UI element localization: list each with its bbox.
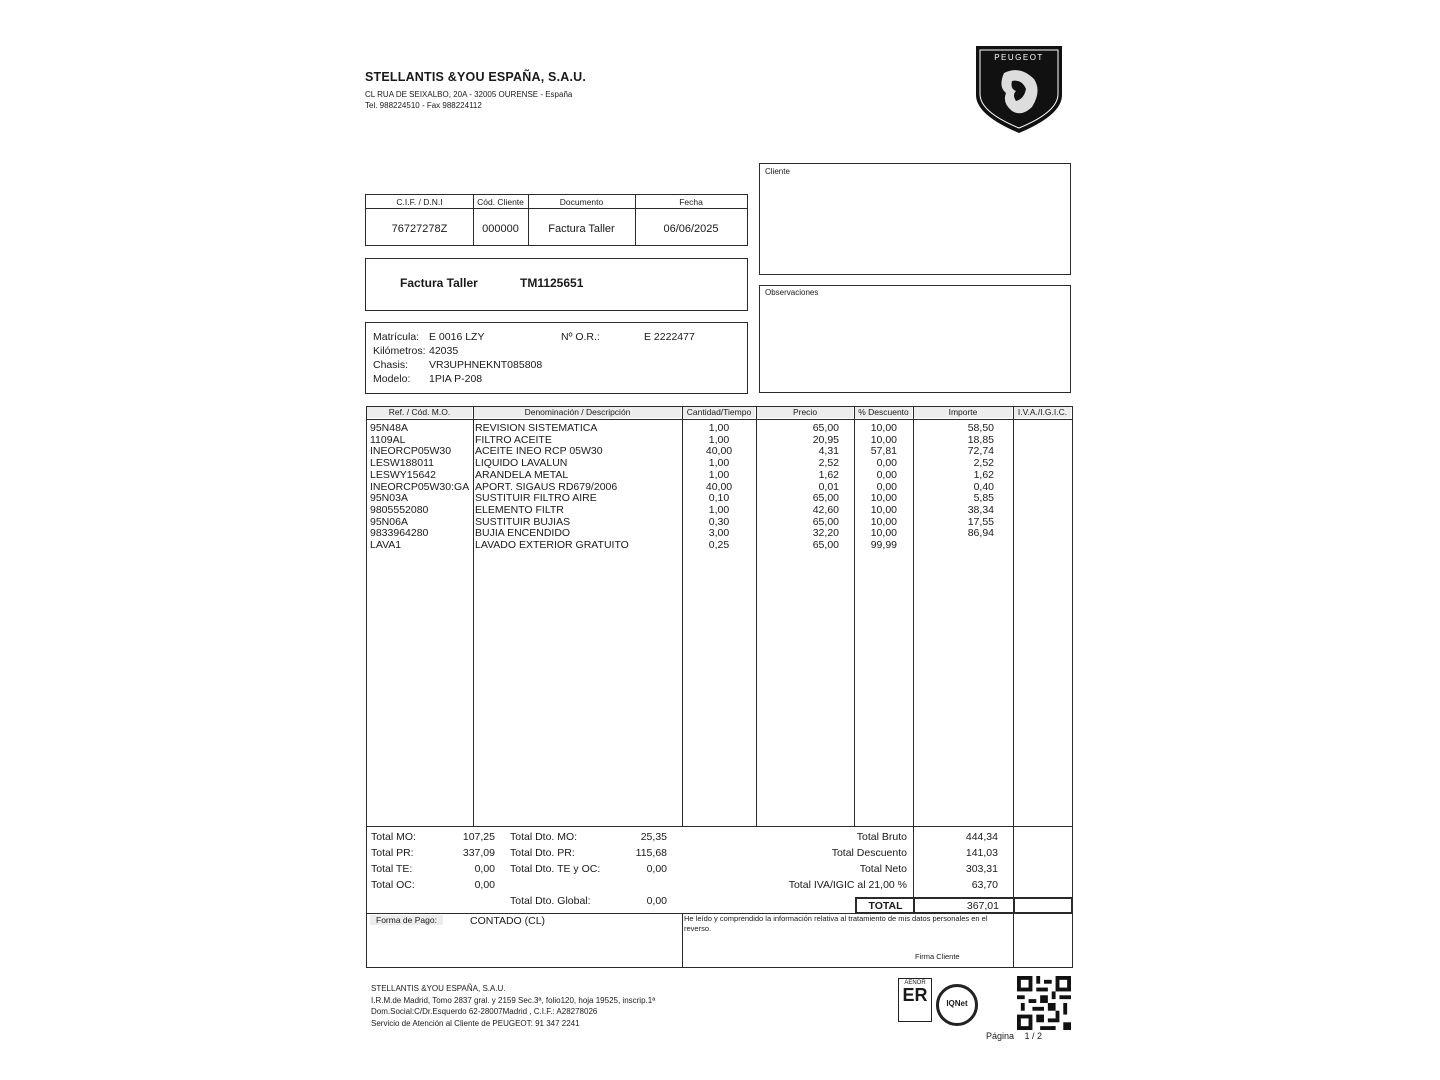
qty-column — [683, 423, 755, 552]
header-info-table — [365, 194, 748, 246]
qr-code — [1016, 976, 1072, 1030]
table-row-ref: 95N06A — [370, 515, 408, 528]
table-row-amount: 86,94 — [967, 527, 994, 540]
footer-line-4: Servicio de Atención al Cliente de PEUGEOT: 91 347 2241 — [371, 1018, 580, 1028]
footer-legal — [371, 983, 655, 1029]
company-name: STELLANTIS &YOU ESPAÑA, S.A.U. — [365, 70, 587, 84]
cod-cliente-header: Cód. Cliente — [477, 197, 524, 207]
invoice-title-box — [365, 258, 748, 311]
company-address: CL RUA DE SEIXALBO, 20A - 32005 OURENSE - España — [365, 90, 573, 99]
ref-header: Ref. / Cód. M.O. — [367, 407, 472, 418]
table-row-ref: LESW188011 — [370, 457, 435, 470]
table-row-disc: 0,00 — [876, 480, 897, 493]
total-dto-mo-value: 25,35 — [640, 831, 667, 843]
payment-label: Forma de Pago: — [370, 915, 443, 925]
aenor-er-logo — [898, 978, 932, 1022]
cod-cliente-value: 000000 — [482, 223, 519, 235]
table-row-qty: 0,25 — [708, 539, 730, 552]
table-row-ref: INEORCP05W30:GA — [370, 480, 470, 493]
total-te-value: 0,00 — [474, 863, 495, 875]
table-row-desc: APORT. SIGAUS RD679/2006 — [475, 480, 618, 493]
table-row-qty: 1,00 — [708, 503, 730, 516]
km-value: 42035 — [429, 345, 459, 357]
table-row-disc: 0,00 — [876, 468, 897, 481]
table-row-disc: 10,00 — [870, 433, 897, 446]
table-row-desc: REVISION SISTEMATICA — [475, 422, 598, 434]
table-row-ref: 1109AL — [370, 433, 406, 446]
total-bruto-label: Total Bruto — [856, 831, 907, 843]
table-row-amount: 38,34 — [967, 503, 994, 516]
total-dto-global-value: 0,00 — [646, 895, 667, 907]
or-label: Nº O.R.: — [561, 331, 600, 343]
fecha-header: Fecha — [679, 197, 703, 207]
invoice-type: Factura Taller — [400, 276, 478, 290]
observaciones-box — [759, 285, 1071, 393]
total-mo-label: Total MO: — [371, 831, 416, 843]
chasis-value: VR3UPHNEKNT085808 — [429, 359, 543, 371]
table-row-price: 20,95 — [812, 433, 839, 446]
table-row-amount: 5,85 — [973, 492, 994, 505]
table-row-desc: SUSTITUIR FILTRO AIRE — [475, 492, 597, 505]
table-row-ref: 95N48A — [370, 422, 408, 434]
table-row-disc: 10,00 — [870, 492, 897, 505]
table-row-amount: 1,62 — [973, 468, 994, 481]
table-row-desc: LIQUIDO LAVALUN — [475, 457, 568, 470]
table-row-price: 32,20 — [812, 527, 839, 540]
total-bruto-value: 444,34 — [965, 831, 998, 843]
peugeot-logo — [972, 43, 1066, 135]
table-row-ref: LAVA1 — [370, 539, 402, 552]
table-row-amount: 72,74 — [967, 445, 994, 458]
iqnet-logo — [936, 984, 978, 1026]
ref-column — [370, 423, 473, 552]
table-row-desc: SUSTITUIR BUJIAS — [475, 515, 571, 528]
total-mo-value: 107,25 — [462, 831, 495, 843]
grand-total-label: TOTAL — [868, 900, 903, 912]
vehicle-info — [373, 330, 743, 386]
total-dto-global-label: Total Dto. Global: — [510, 895, 591, 907]
table-row-ref: 95N03A — [370, 492, 408, 505]
table-row-desc: ELEMENTO FILTR — [475, 503, 564, 516]
fecha-value: 06/06/2025 — [663, 223, 719, 235]
table-row-qty: 0,10 — [708, 492, 730, 505]
total-dto-te-label: Total Dto. TE y OC: — [510, 863, 601, 875]
table-row-price: 65,00 — [812, 539, 839, 552]
cliente-label: Cliente — [765, 167, 790, 176]
firma-cliente-label: Firma Cliente — [915, 952, 960, 961]
price-column — [757, 423, 839, 552]
aenor-text: AENOR — [904, 980, 926, 986]
total-te-label: Total TE: — [371, 863, 413, 875]
price-header: Precio — [757, 407, 853, 418]
logo-text: PEUGEOT — [994, 53, 1044, 62]
table-row-disc: 10,00 — [870, 527, 897, 540]
amount-header: Importe — [914, 407, 1012, 418]
grand-total-value: 367,01 — [966, 900, 999, 912]
table-row-qty: 3,00 — [708, 527, 730, 540]
footer-line-3: Dom.Social:C/Dr.Esquerdo 62-28007Madrid , C.I.F.: A28278026 — [371, 1007, 598, 1016]
disc-column — [855, 423, 897, 552]
disc-header: % Descuento — [855, 407, 912, 418]
table-row-disc: 10,00 — [870, 503, 897, 516]
table-row-qty: 1,00 — [708, 422, 730, 434]
table-row-ref: LESWY15642 — [370, 468, 436, 481]
chasis-label: Chasis: — [373, 359, 409, 371]
table-row-ref: 9805552080 — [370, 503, 429, 516]
table-row-desc: FILTRO ACEITE — [475, 433, 552, 446]
invoice-number: TM1125651 — [520, 276, 584, 290]
cliente-box — [759, 163, 1071, 275]
total-dto-pr-value: 115,68 — [635, 847, 667, 859]
table-row-desc: ARANDELA METAL — [475, 468, 569, 481]
payment-value: CONTADO (CL) — [470, 915, 546, 927]
table-row-amount: 17,55 — [967, 515, 994, 528]
modelo-value: 1PIA P-208 — [429, 373, 483, 385]
table-row-ref: 9833964280 — [370, 527, 429, 540]
total-pr-label: Total PR: — [371, 847, 414, 859]
cif-header: C.I.F. / D.N.I — [396, 197, 443, 207]
table-row-price: 65,00 — [812, 422, 839, 434]
total-neto-value: 303,31 — [965, 863, 998, 875]
desc-header: Denominación / Descripción — [474, 407, 681, 418]
table-row-disc: 57,81 — [870, 445, 897, 458]
total-iva-value: 63,70 — [971, 879, 998, 891]
table-row-qty: 40,00 — [705, 445, 733, 458]
grand-total-box — [855, 897, 1073, 914]
table-row-qty: 1,00 — [708, 433, 730, 446]
table-row-amount: 2,52 — [973, 457, 994, 470]
table-row-qty: 0,30 — [708, 515, 730, 528]
total-oc-value: 0,00 — [474, 879, 495, 891]
table-row-qty: 1,00 — [708, 457, 730, 470]
iva-header: I.V.A./I.G.I.C. — [1014, 407, 1071, 418]
table-row-desc: BUJIA ENCENDIDO — [475, 527, 571, 540]
company-address-block — [365, 89, 572, 111]
table-row-desc: ACEITE INEO RCP 05W30 — [475, 445, 603, 458]
table-row-disc: 10,00 — [870, 422, 897, 434]
documento-header: Documento — [559, 197, 604, 207]
table-row-price: 65,00 — [812, 515, 839, 528]
table-row-amount: 18,85 — [967, 433, 994, 446]
total-iva-label: Total IVA/IGIC al 21,00 % — [788, 879, 907, 891]
table-row-disc: 0,00 — [876, 457, 897, 470]
amount-column — [914, 423, 994, 540]
table-row-price: 65,00 — [812, 492, 839, 505]
observaciones-label: Observaciones — [765, 288, 819, 297]
or-value: E 2222477 — [644, 331, 695, 343]
total-neto-label: Total Neto — [859, 863, 907, 875]
total-dto-te-value: 0,00 — [646, 863, 667, 875]
footer-line-1: STELLANTIS &YOU ESPAÑA, S.A.U. — [371, 984, 506, 993]
company-phone: Tel. 988224510 - Fax 988224112 — [365, 101, 482, 110]
table-row-price: 1,62 — [818, 468, 839, 481]
table-row-price: 0,01 — [818, 480, 839, 493]
total-dto-mo-label: Total Dto. MO: — [510, 831, 578, 843]
km-label: Kilómetros: — [373, 345, 426, 357]
table-row-amount: 58,50 — [967, 422, 994, 434]
cif-value: 76727278Z — [391, 223, 448, 235]
matricula-label: Matrícula: — [373, 331, 420, 343]
total-descuento-label: Total Descuento — [831, 847, 907, 859]
footer-line-2: I.R.M.de Madrid, Tomo 2837 gral. y 2159 Sec.3ª, folio120, hoja 19525, inscrip.1ª — [371, 995, 656, 1005]
qty-header: Cantidad/Tiempo — [683, 407, 755, 418]
er-text: ER — [902, 985, 928, 1005]
page-label: Página — [986, 1031, 1015, 1041]
total-pr-value: 337,09 — [462, 847, 495, 859]
table-row-price: 2,52 — [818, 457, 839, 470]
table-row-price: 4,31 — [818, 445, 839, 458]
total-dto-pr-label: Total Dto. PR: — [510, 847, 575, 859]
desc-column — [475, 423, 681, 552]
table-row-price: 42,60 — [812, 503, 839, 516]
documento-value: Factura Taller — [548, 223, 615, 235]
modelo-label: Modelo: — [373, 373, 411, 385]
table-row-disc: 10,00 — [870, 515, 897, 528]
table-row-qty: 40,00 — [705, 480, 733, 493]
table-row-amount: 0,40 — [973, 480, 994, 493]
table-row-disc: 99,99 — [870, 539, 897, 552]
total-descuento-value: 141,03 — [965, 847, 998, 859]
table-row-qty: 1,00 — [708, 468, 730, 481]
page-value: 1 / 2 — [1024, 1031, 1043, 1041]
privacy-text: He leído y comprendido la información relativa al tratamiento de mis datos personales en el reverso. — [684, 914, 988, 933]
matricula-value: E 0016 LZY — [429, 331, 485, 343]
page-number — [986, 1031, 1042, 1041]
total-oc-label: Total OC: — [371, 879, 415, 891]
iqnet-text: IQNet — [946, 999, 968, 1008]
table-row-desc: LAVADO EXTERIOR GRATUITO — [475, 539, 629, 552]
table-row-ref: INEORCP05W30 — [370, 445, 452, 458]
